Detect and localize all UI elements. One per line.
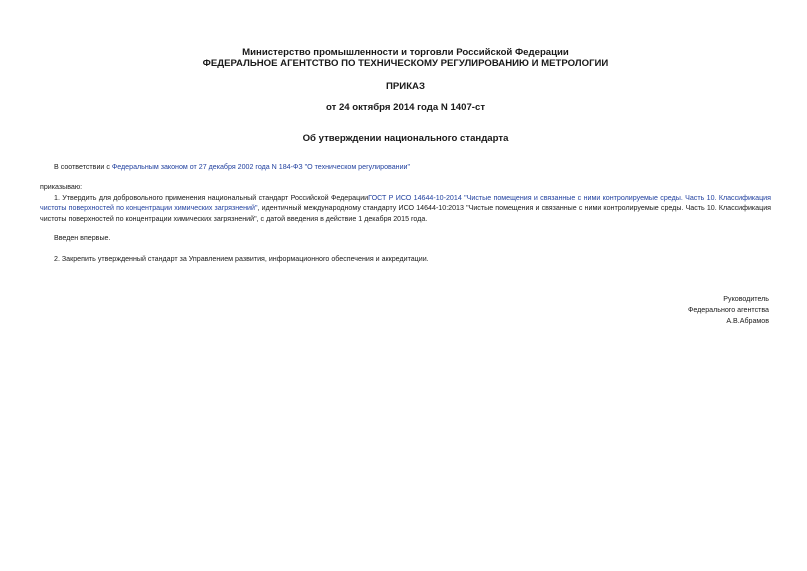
accordance-paragraph xyxy=(40,162,771,172)
federal-law-link[interactable]: Федеральным законом от 27 декабря 2002 года N 184-ФЗ "О техническом регулировании" xyxy=(111,163,411,171)
signatory-position-line1: Руководитель xyxy=(723,295,769,303)
order-title: ПРИКАЗ xyxy=(386,81,425,92)
signatory-position-line2: Федерального агентства xyxy=(687,306,769,314)
accordance-prefix: В соответствии с xyxy=(54,163,112,171)
signatory-name: А.В.Абрамов xyxy=(726,317,769,325)
item-1-prefix: 1. Утвердить для добровольного применения национальный стандарт Российской Федерации xyxy=(54,194,369,202)
agency-name: ФЕДЕРАЛЬНОЕ АГЕНТСТВО ПО ТЕХНИЧЕСКОМУ РЕГУЛИРОВАНИЮ И МЕТРОЛОГИИ xyxy=(202,58,609,69)
ministry-name: Министерство промышленности и торговли Российской Федерации xyxy=(242,47,569,58)
item-2-paragraph: 2. Закрепить утвержденный стандарт за Управлением развития, информационного обеспечения и аккредитации. xyxy=(54,255,429,263)
order-subject: Об утверждении национального стандарта xyxy=(302,133,509,144)
order-date-number: от 24 октября 2014 года N 1407-ст xyxy=(325,102,486,113)
order-word: приказываю: xyxy=(40,183,83,191)
introduced-note: Введен впервые. xyxy=(54,234,111,242)
document-header xyxy=(40,47,771,69)
item-1-suffix: , идентичный международному стандарту ИСО 14644-10:2013 "Чистые помещения и связанные с ними контролируемые среды. Часть 10. Классификация чистоты поверхностей по концентрации химических загрязнений", с датой введения в действие 1 декабря 2015 года. xyxy=(40,204,771,223)
gost-standard-link[interactable]: ГОСТ Р ИСО 14644-10-2014 "Чистые помещения и связанные с ними контролируемые среды. Часть 10. Классификация чистоты поверхностей по концентрации химических загрязнений" xyxy=(40,194,771,213)
signature-block xyxy=(688,294,769,327)
document-page xyxy=(40,0,771,571)
item-1-paragraph xyxy=(40,193,771,224)
